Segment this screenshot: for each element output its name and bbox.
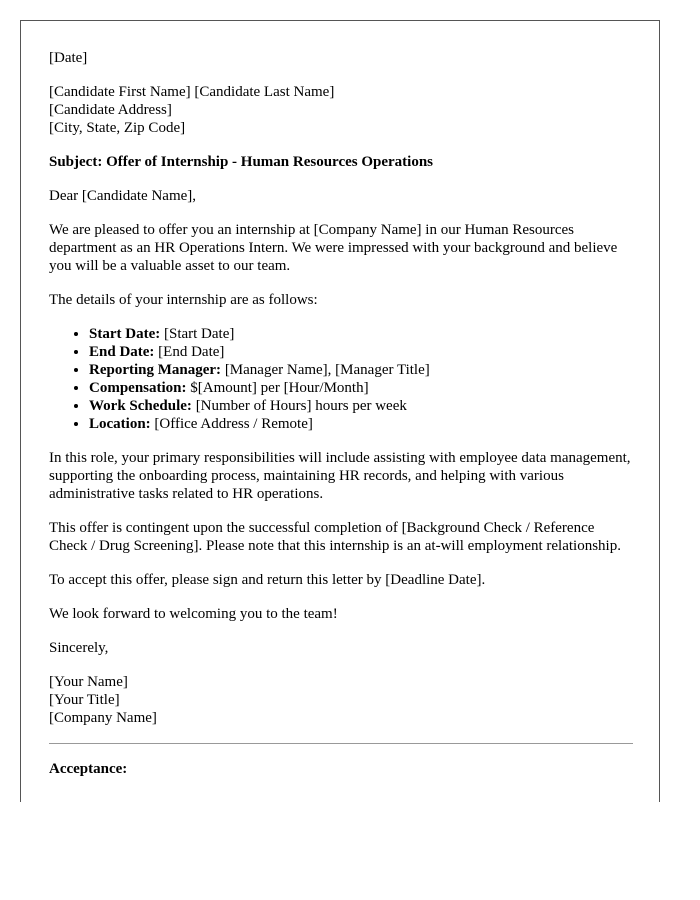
detail-start-date bbox=[89, 325, 633, 343]
detail-value: [Office Address / Remote] bbox=[150, 416, 313, 432]
signature-name: [Your Name] bbox=[49, 674, 128, 690]
detail-value: [Number of Hours] hours per week bbox=[191, 398, 407, 414]
recipient-address bbox=[49, 83, 633, 137]
closing-remark: We look forward to welcoming you to the team! bbox=[49, 606, 338, 622]
detail-compensation bbox=[89, 379, 633, 397]
detail-reporting-manager bbox=[89, 361, 633, 379]
details-intro: The details of your internship are as follows: bbox=[49, 292, 318, 308]
letter-date: [Date] bbox=[49, 50, 88, 66]
signoff: Sincerely, bbox=[49, 640, 109, 656]
accept-instructions: To accept this offer, please sign and return this letter by [Deadline Date]. bbox=[49, 572, 486, 588]
recipient-city: [City, State, Zip Code] bbox=[49, 120, 186, 136]
recipient-street: [Candidate Address] bbox=[49, 102, 172, 118]
responsibilities-paragraph: In this role, your primary responsibilities will include assisting with employee data management, supporting the onboarding process, maintaining HR records, and helping with various administrative tasks related to HR operations. bbox=[49, 450, 631, 502]
detail-value: [Manager Name], [Manager Title] bbox=[221, 362, 430, 378]
detail-label: Reporting Manager: bbox=[89, 362, 222, 378]
intro-paragraph: We are pleased to offer you an internship at [Company Name] in our Human Resources department as an HR Operations Intern. We were impressed with your background and believe you will be a valuable asset to our team. bbox=[49, 222, 618, 274]
subject-line: Subject: Offer of Internship - Human Resources Operations bbox=[49, 154, 434, 170]
letter-page bbox=[20, 20, 660, 802]
signature-block bbox=[49, 673, 633, 727]
section-divider bbox=[49, 743, 633, 744]
detail-work-schedule bbox=[89, 397, 633, 415]
signature-company: [Company Name] bbox=[49, 710, 157, 726]
detail-location bbox=[89, 415, 633, 433]
detail-label: Compensation: bbox=[89, 380, 187, 396]
detail-label: Work Schedule: bbox=[89, 398, 192, 414]
detail-value: $[Amount] per [Hour/Month] bbox=[186, 380, 369, 396]
signature-title: [Your Title] bbox=[49, 692, 120, 708]
detail-value: [Start Date] bbox=[160, 326, 235, 342]
letter-content bbox=[49, 49, 633, 778]
detail-value: [End Date] bbox=[154, 344, 225, 360]
contingency-paragraph: This offer is contingent upon the successful completion of [Background Check / Reference Check / Drug Screening]. Please note that this internship is an at-will employment relationship. bbox=[49, 520, 621, 554]
detail-label: End Date: bbox=[89, 344, 155, 360]
recipient-name: [Candidate First Name] [Candidate Last Name] bbox=[49, 84, 335, 100]
detail-label: Start Date: bbox=[89, 326, 161, 342]
details-list bbox=[49, 325, 633, 433]
detail-end-date bbox=[89, 343, 633, 361]
detail-label: Location: bbox=[89, 416, 151, 432]
acceptance-heading: Acceptance: bbox=[49, 761, 128, 777]
salutation: Dear [Candidate Name], bbox=[49, 188, 197, 204]
